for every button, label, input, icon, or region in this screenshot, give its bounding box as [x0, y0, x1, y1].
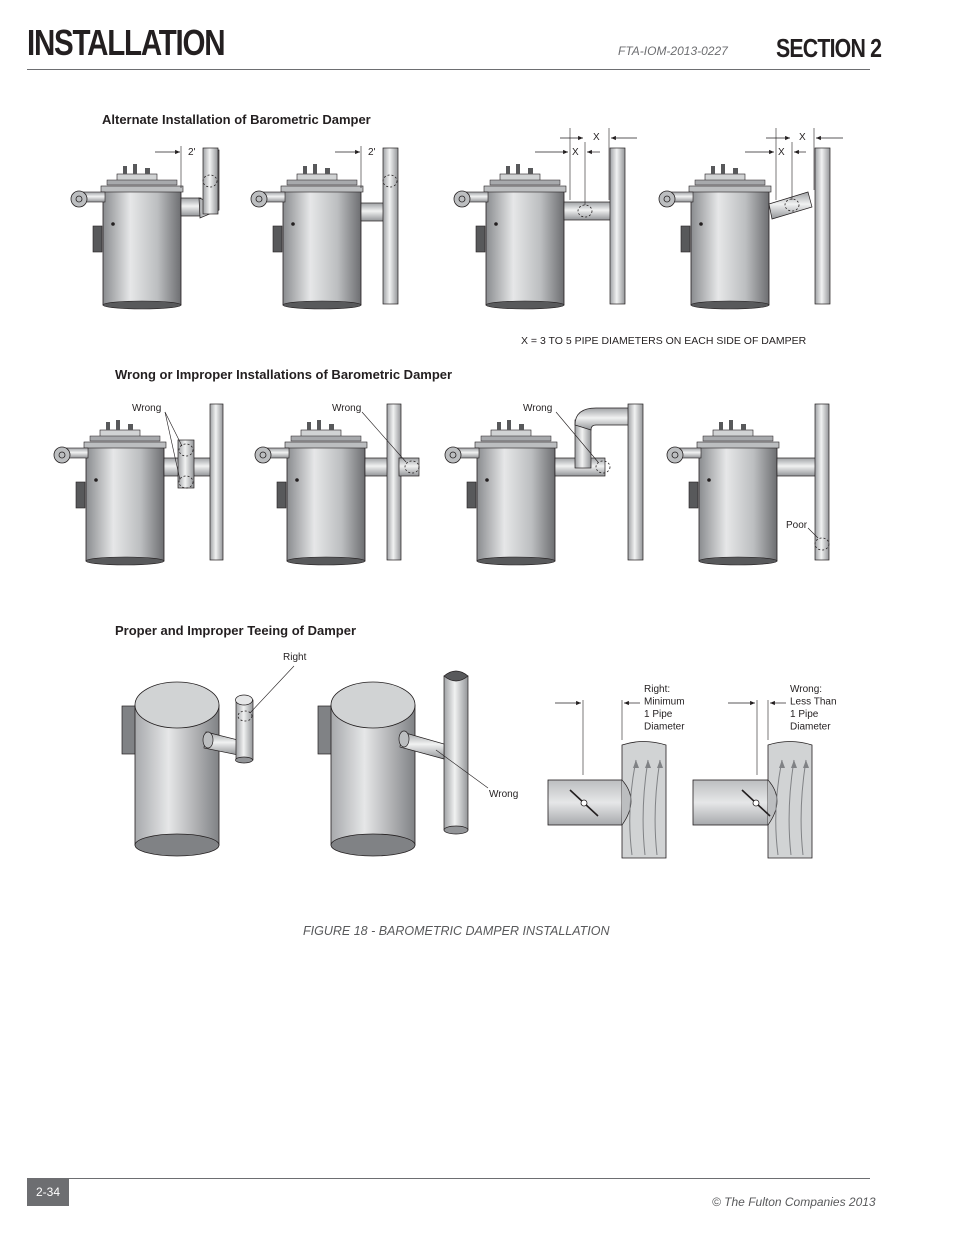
wrong-label-1: Wrong [132, 403, 162, 414]
two-foot-label-1: 2' [188, 147, 196, 158]
wrong-label-2: Wrong [332, 403, 362, 414]
wrong-unit-3 [445, 403, 643, 565]
page-title: INSTALLATION [27, 22, 225, 63]
poor-label: Poor [786, 520, 808, 531]
right-min-line-2: Minimum [644, 696, 685, 708]
x-label-4b: X [778, 147, 785, 158]
x-definition-note: X = 3 TO 5 PIPE DIAMETERS ON EACH SIDE OF DAMPER [521, 335, 807, 347]
x-label-3a: X [593, 132, 600, 143]
page-number: 2-34 [27, 1179, 69, 1206]
alternate-unit-1 [71, 146, 219, 309]
wrong-label-3: Wrong [523, 403, 553, 414]
teeing-right-3d [122, 652, 307, 856]
alternate-unit-4 [659, 128, 843, 309]
wrong-less-line-3: 1 Pipe [790, 709, 819, 720]
right-min-line-4: Diameter [644, 721, 685, 733]
figure-caption: FIGURE 18 - BAROMETRIC DAMPER INSTALLATION [303, 924, 610, 938]
wrong-unit-1 [54, 403, 223, 565]
wrong-installation-heading: Wrong or Improper Installations of Barometric Damper [115, 367, 453, 382]
svg-text:Right:Minimum1 PipeDiameter [644, 684, 685, 733]
two-foot-label-2: 2' [368, 147, 376, 158]
footer-rule [27, 1178, 870, 1179]
alternate-unit-2 [251, 146, 398, 309]
wrong-less-line-2: Less Than [790, 696, 837, 708]
wrong-unit-4 [667, 404, 829, 565]
wrong-unit-2 [255, 403, 419, 565]
teeing-heading: Proper and Improper Teeing of Damper [115, 623, 357, 638]
teeing-wrong-3d [318, 671, 518, 856]
teeing-right-label: Right [283, 652, 307, 663]
wrong-less-line-1: Wrong: [790, 684, 823, 695]
alternate-installation-heading: Alternate Installation of Barometric Damper [102, 112, 371, 127]
copyright-text: © The Fulton Companies 2013 [712, 1195, 876, 1209]
right-min-line-3: 1 Pipe [644, 709, 673, 720]
section-wrong-less [693, 684, 837, 858]
x-label-3b: X [572, 147, 579, 158]
x-label-4a: X [799, 132, 806, 143]
section-label: SECTION 2 [776, 33, 882, 63]
right-min-line-1: Right: [644, 684, 671, 695]
svg-text:Wrong:Less Than1 PipeDiameter [790, 684, 837, 733]
teeing-wrong-label: Wrong [489, 789, 519, 800]
section-right-minimum [548, 684, 685, 858]
alternate-unit-3 [454, 128, 637, 309]
wrong-less-line-4: Diameter [790, 721, 831, 733]
document-number: FTA-IOM-2013-0227 [618, 44, 728, 58]
